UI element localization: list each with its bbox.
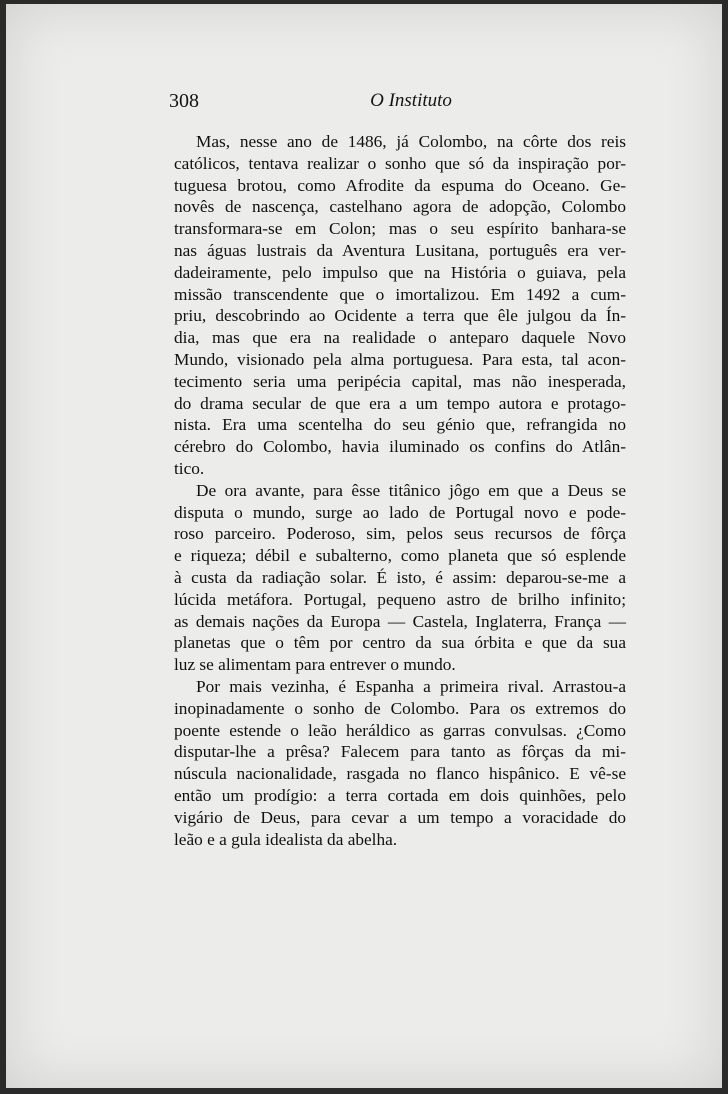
page-number: 308 xyxy=(169,90,199,112)
text-line: nista. Era uma scentelha do seu génio que, refrangida no xyxy=(174,415,626,435)
text-line: núscula nacionalidade, rasgada no flanco hispânico. E vê-se xyxy=(174,764,626,784)
text-line: tico. xyxy=(174,458,205,478)
text-line: disputa o mundo, surge ao lado de Portugal novo e pode- xyxy=(174,502,626,522)
text-line: planetas que o têm por centro da sua órbita e que da sua xyxy=(174,633,626,653)
text-line: à custa da radiação solar. É isto, é assim: deparou-se-me a xyxy=(174,567,626,587)
book-page xyxy=(6,4,722,1088)
text-line: tecimento seria uma peripécia capital, mas não inesperada, xyxy=(174,371,626,391)
text-line: dadeiramente, pelo impulso que na História o guiava, pela xyxy=(174,262,626,282)
text-line: nas águas lustrais da Aventura Lusitana, português era ver- xyxy=(174,240,626,260)
text-line: Mas, nesse ano de 1486, já Colombo, na côrte dos reis xyxy=(196,132,626,151)
text-line: transformara-se em Colon; mas o seu espírito banhara-se xyxy=(174,219,626,239)
text-line: priu, descobrindo ao Ocidente a terra que êle julgou da Ín- xyxy=(174,306,626,326)
text-line: as demais nações da Europa — Castela, Inglaterra, França — xyxy=(174,611,626,631)
paragraph xyxy=(174,480,626,676)
text-line: novês de nascença, castelhano agora de adopção, Colombo xyxy=(174,197,626,217)
text-line: missão transcendente que o imortalizou. Em 1492 a cum- xyxy=(174,284,626,304)
text-line: católicos, tentava realizar o sonho que só da inspiração por- xyxy=(174,153,626,173)
text-line: tuguesa brotou, como Afrodite da espuma do Oceano. Ge- xyxy=(174,175,626,195)
text-line: cérebro do Colombo, havia iluminado os confins do Atlân- xyxy=(174,437,626,457)
text-line: lúcida metáfora. Portugal, pequeno astro de brilho infinito; xyxy=(174,589,626,609)
running-title: O Instituto xyxy=(370,90,452,111)
text-line: roso parceiro. Poderoso, sim, pelos seus recursos de fôrça xyxy=(174,524,626,544)
text-line: então um prodígio: a terra cortada em dois quinhões, pelo xyxy=(174,785,626,805)
text-line: e riqueza; débil e subalterno, como planeta que só esplende xyxy=(174,546,626,566)
paragraph xyxy=(174,676,626,850)
text-line: Mundo, visionado pela alma portuguesa. Para esta, tal acon- xyxy=(174,349,626,369)
text-line: do drama secular de que era a um tempo autora e protago- xyxy=(174,393,626,413)
text-line: De ora avante, para êsse titânico jôgo em que a Deus se xyxy=(196,480,626,500)
text-line: luz se alimentam para entrever o mundo. xyxy=(174,655,456,675)
text-line: disputar-lhe a prêsa? Falecem para tanto as fôrças da mi- xyxy=(174,742,626,762)
text-line: Por mais vezinha, é Espanha a primeira rival. Arrastou-a xyxy=(196,676,626,696)
paragraph xyxy=(174,131,626,480)
text-line: vigário de Deus, para cevar a um tempo a voracidade do xyxy=(174,807,626,827)
text-line: leão e a gula idealista da abelha. xyxy=(174,829,398,849)
body-text xyxy=(174,131,626,850)
text-line: dia, mas que era na realidade o anteparo daquele Novo xyxy=(174,328,626,348)
text-line: inopinadamente o sonho de Colombo. Para os extremos do xyxy=(174,698,626,718)
text-line: poente estende o leão heráldico as garras convulsas. ¿Como xyxy=(174,720,626,740)
page-header xyxy=(6,90,722,114)
